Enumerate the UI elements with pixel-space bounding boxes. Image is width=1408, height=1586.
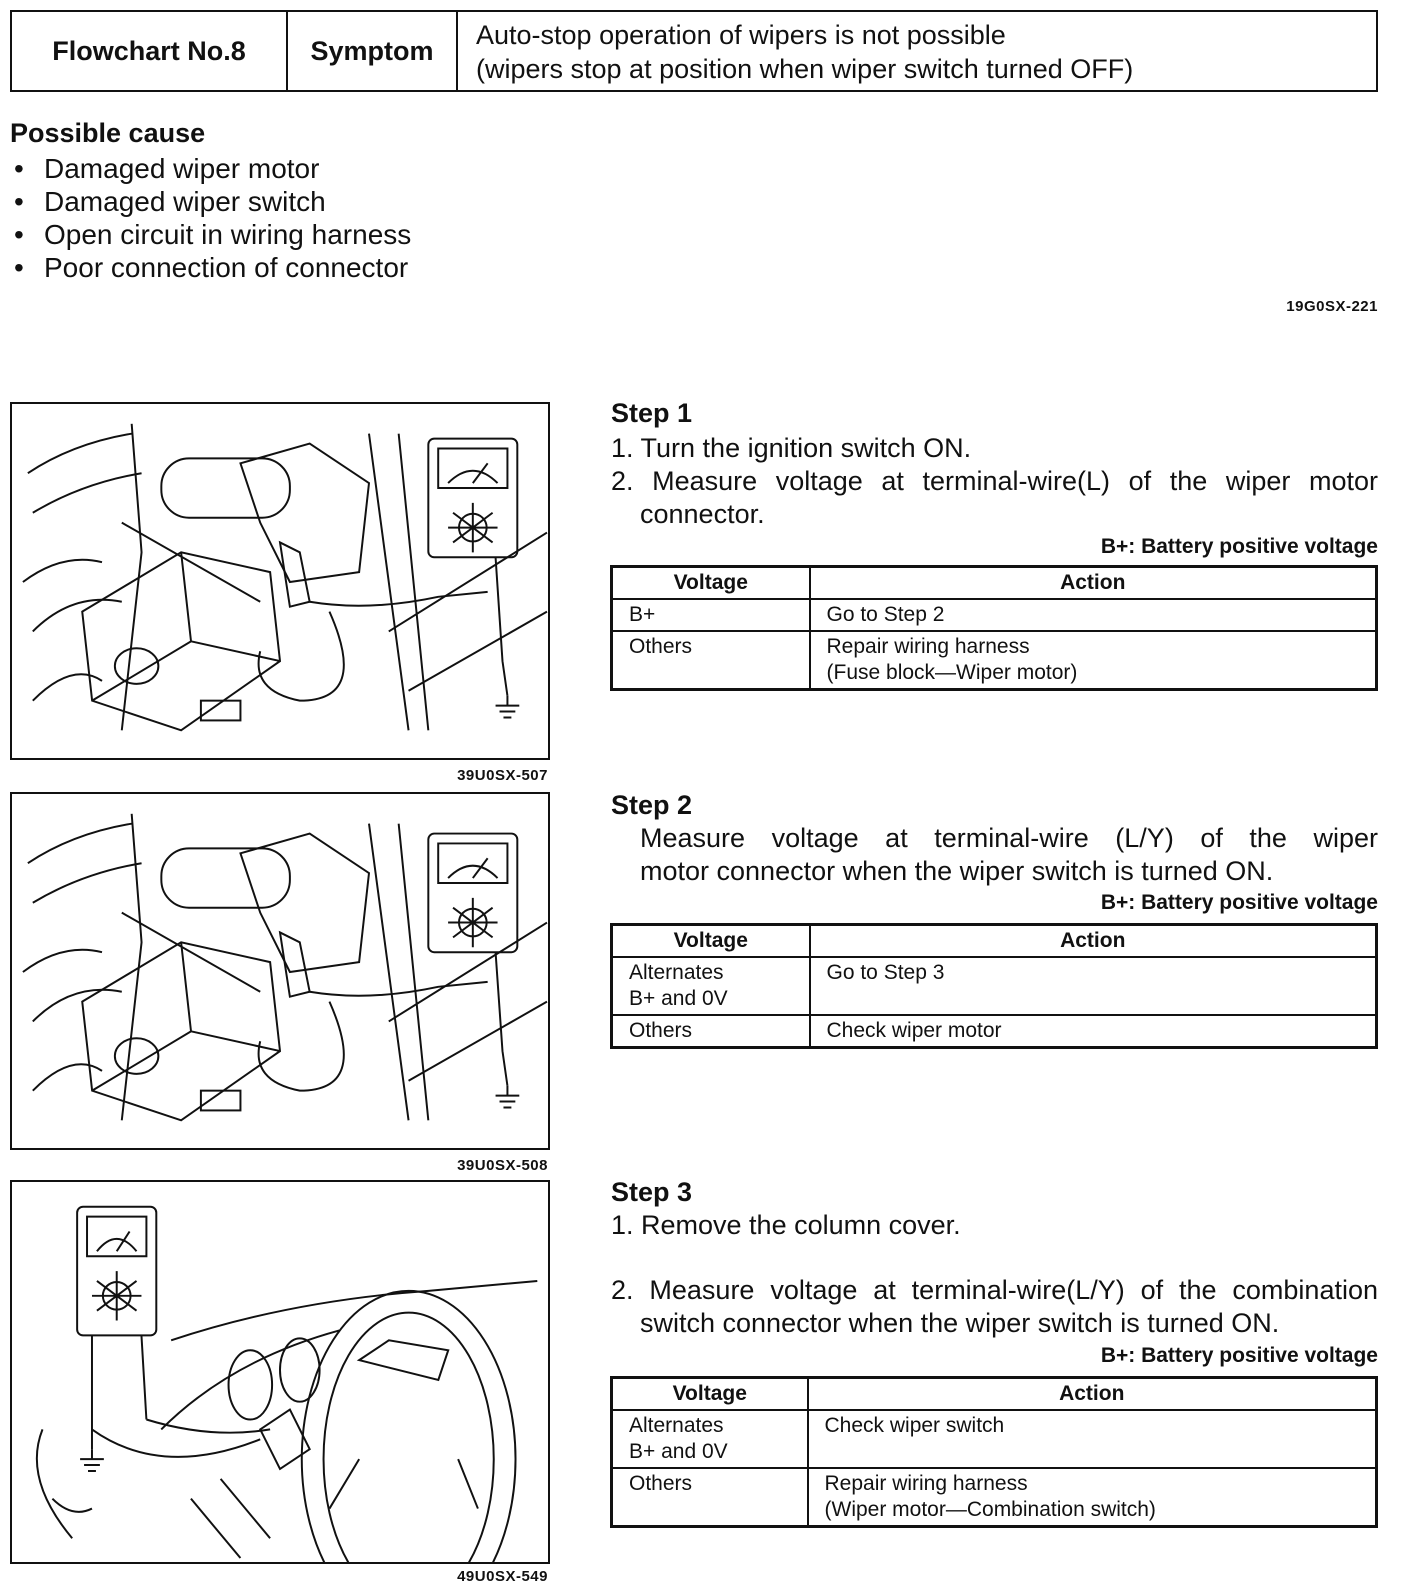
voltage-cell [612,1410,808,1468]
figure-code-3: 49U0SX-549 [457,1568,548,1585]
step-1-line-2: 2. Measure voltage at terminal-wire(L) of the wiper motor [611,466,1378,496]
voltage-cell: Others [612,631,810,690]
action-cell: Go to Step 2 [810,599,1377,631]
figure-wiper-motor-step1 [10,402,550,760]
step-3-title: Step 3 [611,1177,693,1207]
column-header-action: Action [810,567,1377,600]
action-line: Repair wiring harness [824,1472,1028,1495]
possible-cause-title: Possible cause [10,118,206,148]
voltage-cell: Others [612,1468,808,1527]
step-3-line-1: 1. Remove the column cover. [611,1210,961,1240]
table-row [612,1015,1377,1048]
figure-code-2: 39U0SX-508 [457,1157,548,1174]
action-cell [810,631,1377,690]
column-header-action: Action [808,1378,1377,1411]
symptom-line-1: Auto-stop operation of wipers is not possible [476,20,1006,50]
symptom-line-2: (wipers stop at position when wiper switch turned OFF) [476,54,1134,84]
action-cell: Go to Step 3 [810,957,1377,1015]
voltage-cell: Others [612,1015,810,1048]
possible-cause-list [10,152,411,284]
list-item: • Damaged wiper switch [10,185,411,218]
table-row [612,1410,1377,1468]
voltage-line: Alternates [629,961,724,984]
voltage-cell: B+ [612,599,810,631]
step-2-line-2: motor connector when the wiper switch is turned ON. [640,856,1274,886]
column-header-voltage: Voltage [612,567,810,600]
action-line: (Wiper motor—Combination switch) [824,1498,1156,1521]
table-row [612,957,1377,1015]
step-3-note: B+: Battery positive voltage [1100,1344,1378,1367]
step-1-table [610,565,1378,691]
step-1-line-3: connector. [640,499,765,529]
column-header-action: Action [810,925,1377,958]
step-2-note: B+: Battery positive voltage [1100,891,1378,914]
action-line: Repair wiring harness [826,635,1030,658]
voltage-line: B+ and 0V [629,1440,728,1463]
steering-column-illustration [12,1182,548,1562]
step-3-line-3: switch connector when the wiper switch is turned ON. [640,1308,1280,1338]
step-3-line-2: 2. Measure voltage at terminal-wire(L/Y) of the combination [611,1275,1378,1305]
table-row [612,631,1377,690]
wiper-motor-illustration [12,794,548,1148]
figure-combination-switch-step3 [10,1180,550,1564]
symptom-text [458,12,1376,90]
step-1-line-1: 1. Turn the ignition switch ON. [611,433,972,463]
action-cell: Check wiper motor [810,1015,1377,1048]
step-1-title: Step 1 [611,398,693,428]
column-header-voltage: Voltage [612,925,810,958]
voltage-cell [612,957,810,1015]
column-header-voltage: Voltage [612,1378,808,1411]
wiper-motor-illustration [12,404,548,758]
step-2-line-1: Measure voltage at terminal-wire (L/Y) of the wiper [640,823,1378,853]
action-cell [808,1468,1377,1527]
step-2-title: Step 2 [611,790,693,820]
action-line: (Fuse block—Wiper motor) [826,661,1078,684]
page-code: 19G0SX-221 [1286,298,1378,315]
symptom-label: Symptom [288,12,458,90]
table-row [612,599,1377,631]
step-1-note: B+: Battery positive voltage [1100,535,1378,558]
figure-wiper-motor-step2 [10,792,550,1150]
list-item: • Damaged wiper motor [10,152,411,185]
flowchart-header [10,10,1378,92]
list-item: • Poor connection of connector [10,251,411,284]
figure-code-1: 39U0SX-507 [457,767,548,784]
step-3-table [610,1376,1378,1528]
list-item: • Open circuit in wiring harness [10,218,411,251]
table-row [612,1468,1377,1527]
voltage-line: Alternates [629,1414,724,1437]
voltage-line: B+ and 0V [629,987,728,1010]
flowchart-number: Flowchart No.8 [12,12,288,90]
action-cell: Check wiper switch [808,1410,1377,1468]
step-2-table [610,923,1378,1049]
